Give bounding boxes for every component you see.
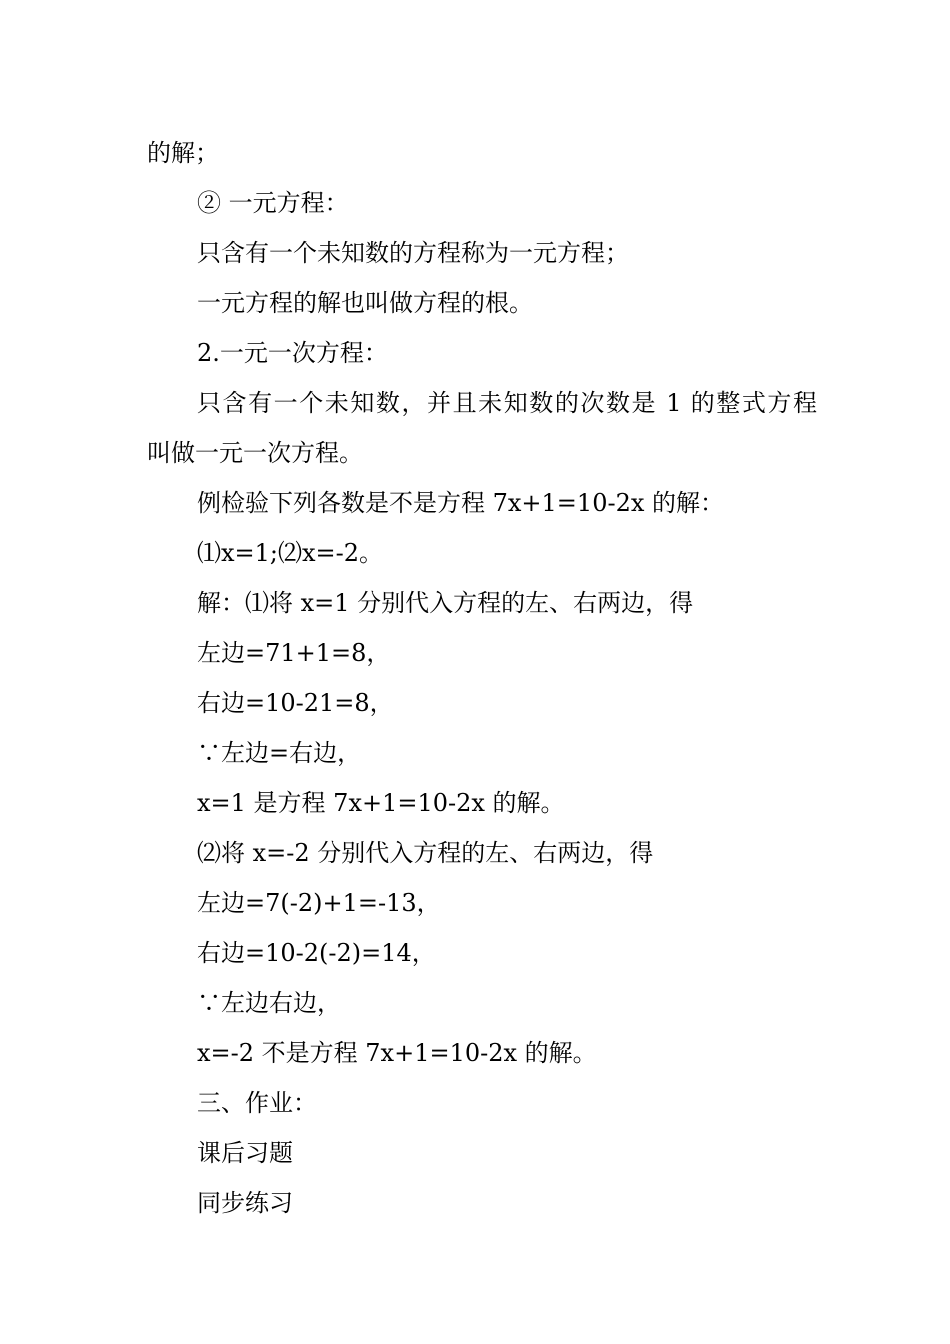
- example-values: ⑴x=1;⑵x=-2。: [197, 539, 384, 567]
- solution-line: 右边=10-21=8，: [197, 689, 394, 717]
- section-heading: 三、作业：: [197, 1089, 317, 1117]
- text-line: 只含有一个未知数，并且未知数的次数是 1 的整式方程: [197, 389, 817, 417]
- section-heading: ② 一元方程：: [197, 189, 349, 217]
- text-line: 一元方程的解也叫做方程的根。: [197, 289, 533, 317]
- solution-line: ∵左边右边，: [197, 989, 341, 1017]
- solution-line: x=1 是方程 7x+1=10-2x 的解。: [197, 789, 565, 817]
- homework-item: 同步练习: [197, 1189, 293, 1217]
- solution-line: 左边=71+1=8，: [197, 639, 391, 667]
- text-line: 的解；: [147, 139, 219, 167]
- solution-line: x=-2 不是方程 7x+1=10-2x 的解。: [197, 1039, 597, 1067]
- text-line: 只含有一个未知数的方程称为一元方程；: [197, 239, 629, 267]
- text-line: 叫做一元一次方程。: [147, 439, 363, 467]
- solution-line: 右边=10-2(-2)=14，: [197, 939, 436, 967]
- homework-item: 课后习题: [197, 1139, 293, 1167]
- example-prompt: 例检验下列各数是不是方程 7x+1=10-2x 的解：: [197, 489, 725, 517]
- document-body: [147, 128, 817, 1228]
- solution-line: 左边=7(-2)+1=-13，: [197, 889, 441, 917]
- section-heading: 2.一元一次方程：: [197, 339, 388, 367]
- solution-line: ⑵将 x=-2 分别代入方程的左、右两边，得: [197, 839, 654, 867]
- solution-line: 解：⑴将 x=1 分别代入方程的左、右两边，得: [197, 589, 694, 617]
- solution-line: ∵左边=右边，: [197, 739, 362, 767]
